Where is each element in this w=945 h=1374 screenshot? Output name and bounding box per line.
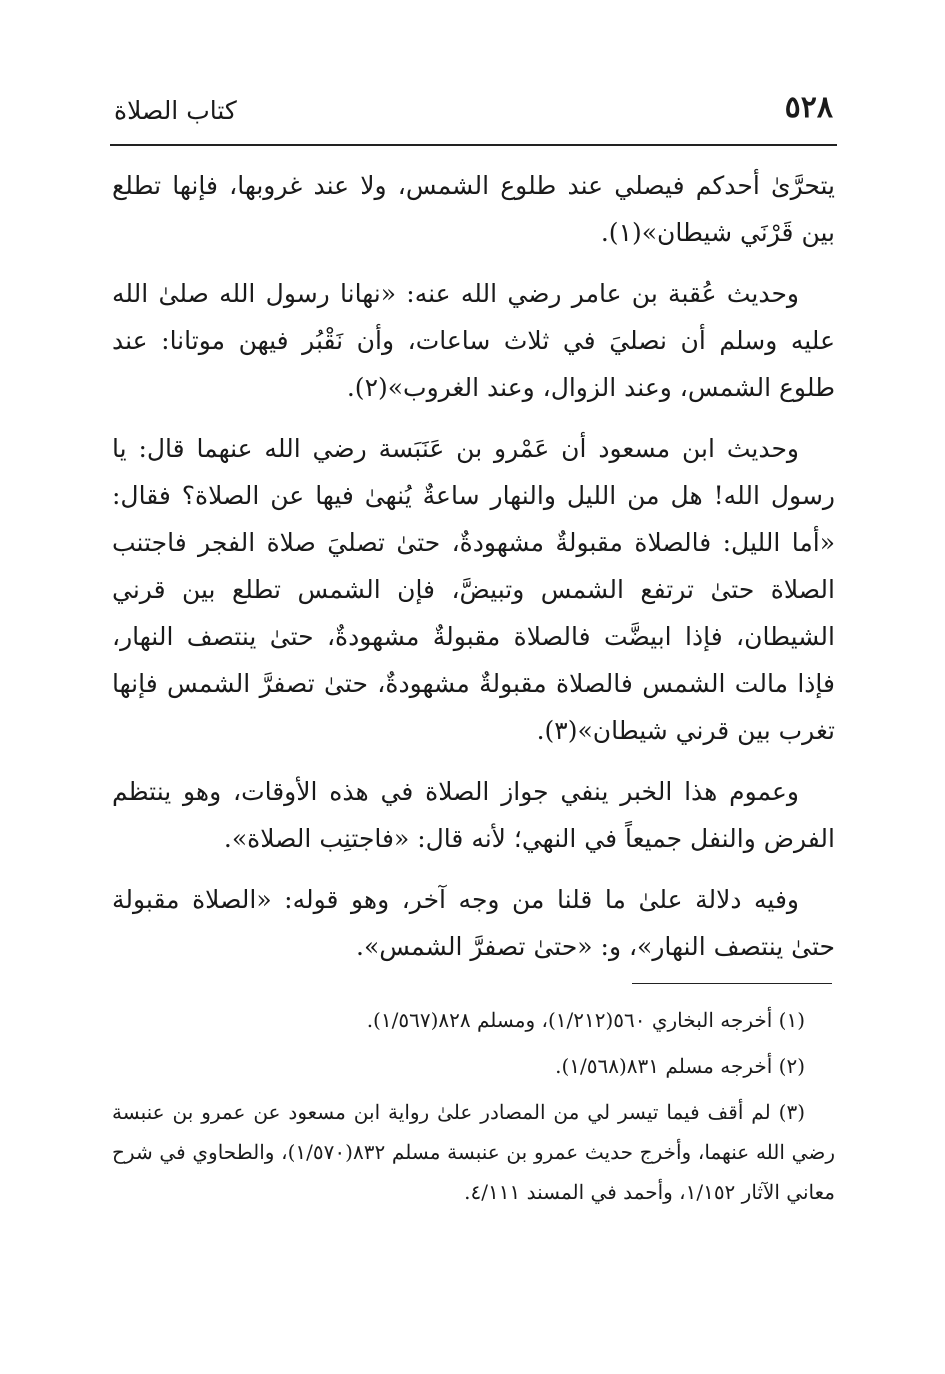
- page-header: [110, 88, 837, 146]
- footnote-separator: [632, 983, 832, 984]
- paragraph: يتحرَّىٰ أحدكم فيصلي عند طلوع الشمس، ولا عند غروبها، فإنها تطلع بين قَرْنَي شيطان»(١).: [112, 171, 835, 247]
- running-title: كتاب الصلاة: [114, 96, 237, 125]
- paragraph: وفيه دلالة علىٰ ما قلنا من وجه آخر، وهو قوله: «الصلاة مقبولة حتىٰ ينتصف النهار»، و: «حتىٰ تصفرَّ الشمس».: [112, 885, 835, 961]
- footnote: (٢) أخرجه مسلم ٨٣١(١/٥٦٨).: [555, 1054, 805, 1078]
- main-text: [112, 162, 835, 984]
- paragraph: وحديث عُقبة بن عامر رضي الله عنه: «نهانا رسول الله صلىٰ الله عليه وسلم أن نصليَ في ثلاث ساعات، وأن نَقْبُر فيهن موتانا: عند طلوع الشمس، وعند الزوال، وعند الغروب»(٢).: [112, 279, 835, 402]
- footnote: (٣) لم أقف فيما تيسر لي من المصادر علىٰ رواية ابن مسعود عن عمرو بن عنبسة رضي الله عنهما، وأخرج حديث عمرو بن عنبسة مسلم ٨٣٢(١/٥٧٠)، والطحاوي في شرح معاني الآثار ١/١٥٢، وأحمد في المسند ٤/١١١.: [112, 1100, 835, 1204]
- page-number: ٥٢٨: [784, 90, 833, 125]
- paragraph: وعموم هذا الخبر ينفي جواز الصلاة في هذه الأوقات، وهو ينتظم الفرض والنفل جميعاً في النهي؛ لأنه قال: «فاجتنِب الصلاة».: [112, 777, 835, 853]
- paragraph: وحديث ابن مسعود أن عَمْرو بن عَنَبَسة رضي الله عنهما قال: يا رسول الله! هل من الليل والنهار ساعةٌ يُنهىٰ فيها عن الصلاة؟ فقال: «أما الليل: فالصلاة مقبولةٌ مشهودةٌ، حتىٰ تصليَ صلاة الفجر فاجتنب الصلاة حتىٰ ترتفع الشمس وتبيضَّ، فإن الشمس تطلع بين قرني الشيطان، فإذا ابيضَّت فالصلاة مقبولةٌ مشهودةٌ، حتىٰ ينتصف النهار، فإذا مالت الشمس فالصلاة مقبولةٌ مشهودةٌ، حتىٰ تصفرَّ الشمس فإنها تغرب بين قرني شيطان»(٣).: [112, 434, 835, 745]
- footnotes: [112, 1000, 835, 1218]
- footnote: (١) أخرجه البخاري ٥٦٠(١/٢١٢)، ومسلم ٨٢٨(١/٥٦٧).: [366, 1008, 805, 1032]
